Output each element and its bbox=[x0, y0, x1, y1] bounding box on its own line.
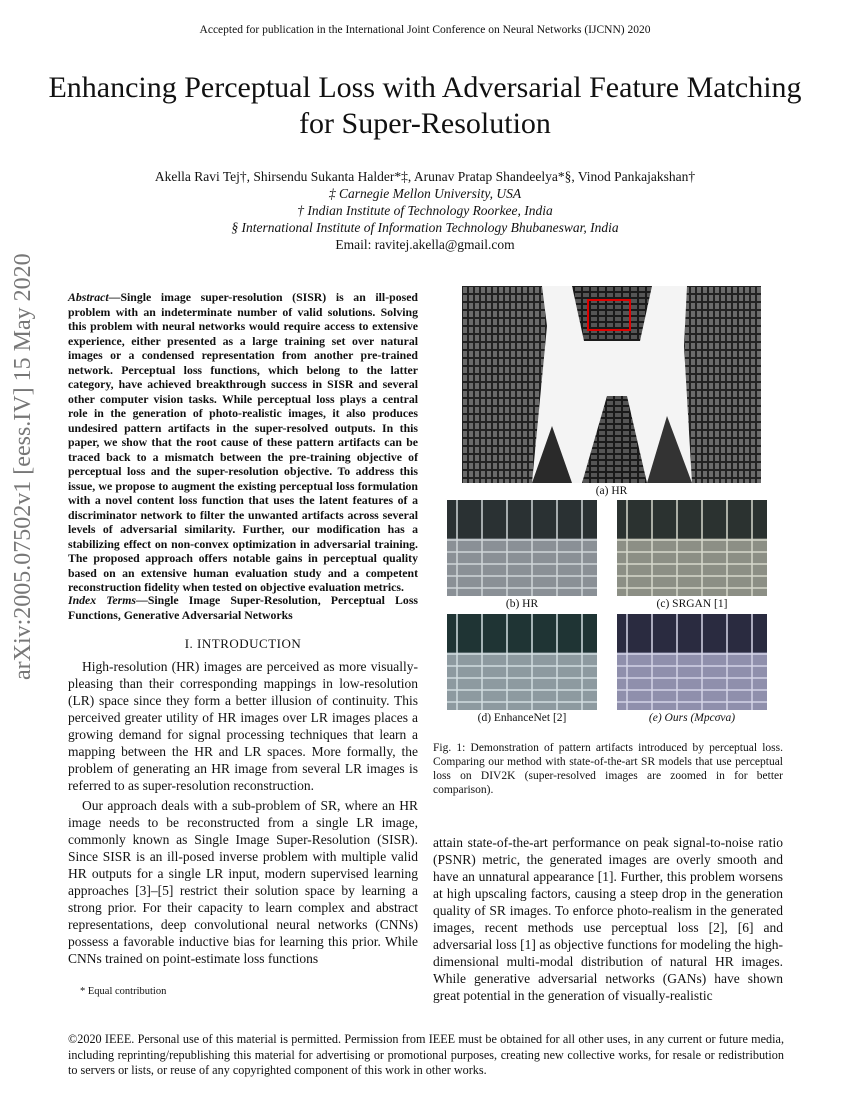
copyright-notice: ©2020 IEEE. Personal use of this material is permitted. Permission from IEEE must be obtained for all other uses, in any current or future media, including reprinting/republishing this material for advertising or promotional purposes, creating new collective works, for resale or redistribution to servers or lists, or reuse of any copyrighted component of this work in other works. bbox=[68, 1032, 784, 1077]
abstract-text: —Single image super-resolution (SISR) is an ill-posed problem with an indeterminate number of valid solutions. Solving this problem with neural networks would require access to extensive experience, either presented as a large training set over natural images or a condensed representation from another pre-trained network. Perceptual loss functions, which belong to the latter category, have achieved breakthrough success in SISR and several other computer vision tasks. While perceptual loss plays a central role in the generation of photo-realistic images, it also produces undesired pattern artifacts in the super-resolved outputs. In this paper, we show that the root cause of these pattern artifacts can be traced back to a mismatch between the pre-training objective of perceptual loss and the super-resolution objective. To address this issue, we propose to augment the existing perceptual loss formulation with a novel content loss function that uses the latent features of a discriminator network to filter the unwanted artifacts across several levels of adversarial similarity. Further, our modification has a stabilizing effect on non-convex optimization in adversarial training. The proposed approach offers notable gains in perceptual quality based on an extensive human evaluation study and a competent reconstruction fidelity when tested on objective evaluation metrics. bbox=[68, 290, 418, 594]
figure-enhancenet-crop bbox=[447, 614, 597, 710]
paragraph: Our approach deals with a sub-problem of SR, where an HR image needs to be reconstructed from a single LR image, commonly known as Single Image Super-Resolution (SISR). Since SISR is an ill-posed inverse problem with multiple valid HR outputs for a single LR input, modern supervised learning approaches [3]–[5] restrict their solution space by learning a strong prior. For their capacity to learn complex and abstract representations, deep convolutional neural networks (CNNs) possess a favorable inductive bias for learning this prior. While CNNs trained on point-estimate loss functions bbox=[68, 798, 418, 966]
abstract-label: Abstract bbox=[68, 290, 109, 304]
figure-caption: Fig. 1: Demonstration of pattern artifacts introduced by perceptual loss. Comparing our method with state-of-the-art SR models that use perceptual loss on DIV2K (super-resolved images are zoomed in for better comparison). bbox=[433, 742, 783, 796]
skyscraper-photo bbox=[462, 286, 761, 483]
index-terms-label: Index Terms bbox=[68, 593, 137, 607]
right-column-body bbox=[433, 834, 783, 1004]
paragraph: High-resolution (HR) images are perceived as more visually-pleasing than their corresponding mappings in low-resolution (LR) space since they form a better illusion of continuity. This perceived greater utility of HR images over LR images places a growing demand for signal processing techniques that learn a mapping between the HR and LR spaces. More formally, the problem of generating an HR image from several LR images is referred to as super-resolution reconstruction. bbox=[68, 659, 418, 793]
arxiv-identifier: arXiv:2005.07502v1 [eess.IV] 15 May 2020 bbox=[10, 253, 36, 680]
affiliation-cmu: ‡ Carnegie Mellon University, USA bbox=[328, 186, 522, 201]
caption-a: (a) HR bbox=[595, 485, 628, 497]
author-names: Akella Ravi Tej†, Shirsendu Sukanta Halder*‡, Arunav Pratap Shandeelya*§, Vinod Pankajakshan† bbox=[154, 169, 696, 184]
arxiv-sidebar bbox=[10, 253, 70, 700]
paragraph: attain state-of-the-art performance on peak signal-to-noise ratio (PSNR) metric, the generated images are overly smooth and have an unnatural appearance [1]. Further, this problem worsens at high upscaling factors, causing a steep drop in the generation quality of SR images. To enforce photo-realism in the generated images, recent methods use perceptual loss [2], [6] and adversarial loss [1] as objective functions for modeling the high-dimensional multi-modal distribution of natural HR images. While generative adversarial networks (GANs) have shown great potential in the generation of visually-realistic bbox=[433, 835, 783, 1003]
figure-srgan-crop bbox=[617, 500, 767, 596]
affiliation-iitr: † Indian Institute of Technology Roorkee, India bbox=[297, 203, 553, 218]
footnote: * Equal contribution bbox=[80, 986, 167, 997]
author-block bbox=[40, 168, 810, 253]
conference-note: Accepted for publication in the International Joint Conference on Neural Networks (IJCNN) 2020 bbox=[199, 24, 651, 36]
index-terms bbox=[68, 593, 418, 622]
caption-e: (e) Ours (Mpcσva) bbox=[648, 712, 736, 724]
index-terms-text: —Single Image Super-Resolution, Perceptual Loss Functions, Generative Adversarial Networks bbox=[68, 593, 419, 622]
figure-hr-crop bbox=[447, 500, 597, 596]
caption-d: (d) EnhanceNet [2] bbox=[477, 712, 567, 724]
figure-ours-crop bbox=[617, 614, 767, 710]
caption-c: (c) SRGAN [1] bbox=[656, 598, 728, 610]
section-heading: I. INTRODUCTION bbox=[184, 636, 302, 651]
author-email: Email: ravitej.akella@gmail.com bbox=[335, 237, 515, 252]
figure-hr-main bbox=[462, 286, 761, 483]
paper-title: Enhancing Perceptual Loss with Adversarial Feature Matching for Super-Resolution bbox=[48, 71, 802, 140]
affiliation-iiit: § International Institute of Information Technology Bhubaneswar, India bbox=[231, 220, 619, 235]
caption-b: (b) HR bbox=[505, 598, 539, 610]
left-column-body bbox=[68, 658, 418, 967]
abstract bbox=[68, 290, 418, 595]
